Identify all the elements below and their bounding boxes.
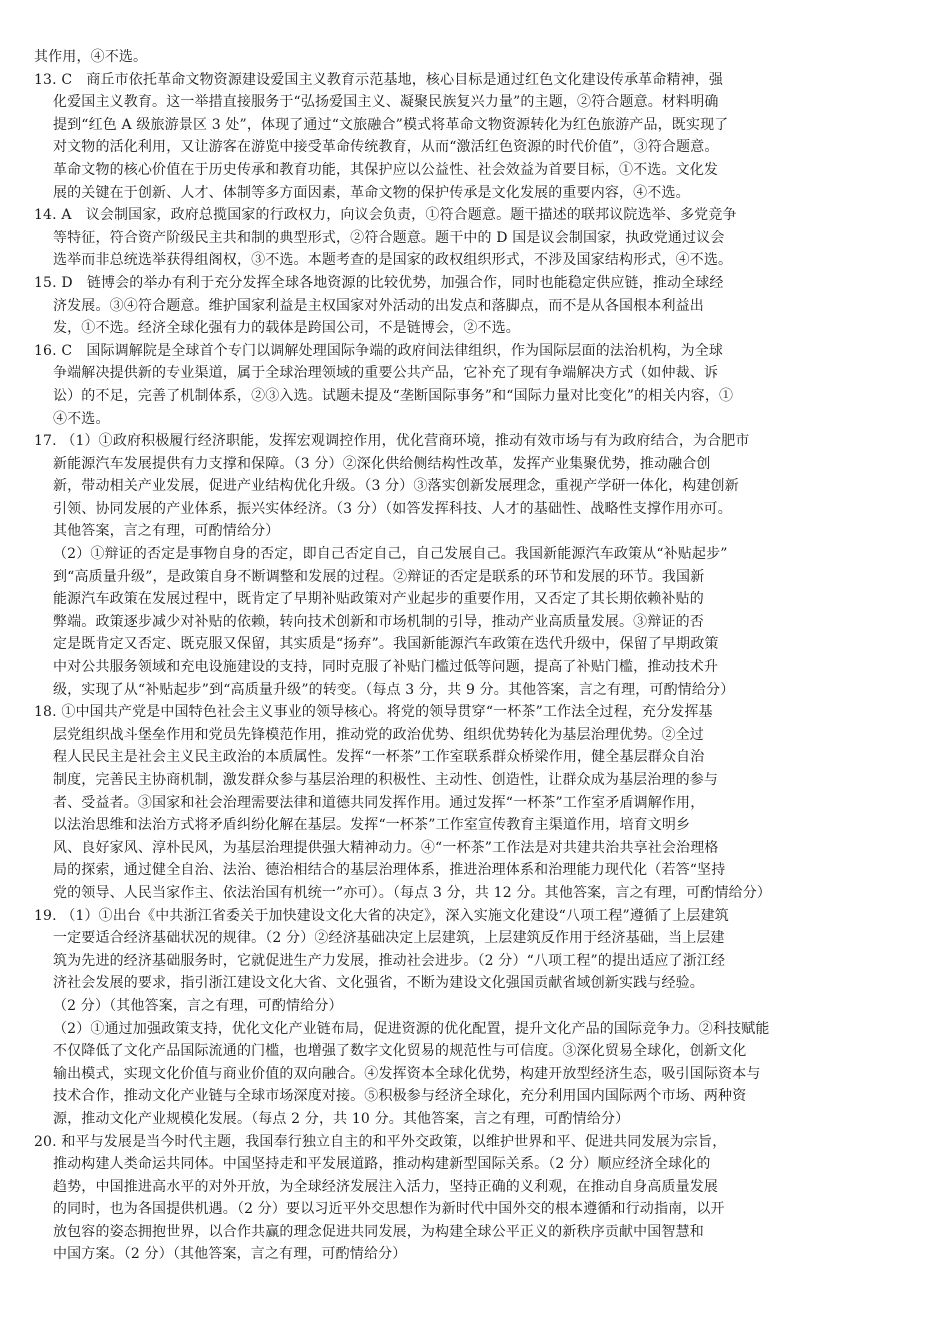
answer-15	[34, 272, 918, 340]
text-line: 的同时，也为各国提供机遇。（2 分）要以习近平外交思想作为新时代中国外交的根本遵循和行动指南，以开	[53, 1201, 725, 1218]
text-line: 者、受益者。③国家和社会治理需要法律和道德共同发挥作用。通过发挥“一杯茶”工作室矛盾调解作用，	[53, 794, 705, 811]
text-line: 不仅降低了文化产品国际流通的门槛，也增强了数字文化贸易的规范性与可信度。③深化贸易全球化，创新文化	[53, 1043, 747, 1060]
text-line: 局的探索，通过健全自治、法治、德治相结合的基层治理体系，推进治理体系和治理能力现代化（若答“坚持	[53, 862, 726, 879]
text-line: 济发展。③④符合题意。维护国家利益是主权国家对外活动的出发点和落脚点，而不是从各国根本利益出	[53, 297, 704, 314]
text-line: 中国方案。（2 分）（其他答案，言之有理，可酌情给分）	[53, 1246, 407, 1263]
text-line: 弊端。政策逐步减少对补贴的依赖，转向技术创新和市场机制的引导，推动产业高质量发展。③辩证的否	[53, 613, 704, 630]
text-line: 制度，完善民主协商机制，激发群众参与基层治理的积极性、主动性、创造性，让群众成为基层治理的参与	[53, 772, 719, 788]
answer-18	[34, 701, 918, 904]
answer-13	[34, 69, 918, 205]
question-20-heading-line: 20. 和平与发展是当今时代主题，我国奉行独立自主的和平外交政策，以维护世界和平、促进共同发展为宗旨，	[34, 1133, 727, 1150]
text-line: 革命文物的核心价值在于历史传承和教育功能，其保护应以公益性、社会效益为首要目标，①不选。文化发	[53, 161, 719, 178]
answer-12-tail	[34, 46, 918, 69]
answer-16	[34, 340, 918, 430]
answer-20	[34, 1131, 918, 1267]
text-line: 输出模式，实现文化价值与商业价值的双向融合。④发挥资本全球化优势，构建开放型经济生态，吸引国际资本与	[53, 1065, 761, 1082]
text-line: 发，①不选。经济全球化强有力的载体是跨国公司，不是链博会，②不选。	[53, 320, 520, 337]
question-17-part2-line: （2）①辩证的否定是事物自身的否定，即自己否定自己，自己发展自己。我国新能源汽车政策从“补贴起步”	[53, 546, 728, 563]
text-line: 提到“红色 A 级旅游景区 3 处”，体现了通过“文旅融合”模式将革命文物资源转化为红色旅游产品，既实现了	[53, 116, 729, 133]
answer-key-page	[34, 46, 918, 1266]
text-line: 以法治思维和法治方式将矛盾纠纷化解在基层。发挥“一杯茶”工作室宣传教育主渠道作用，培育文明乡	[53, 817, 691, 834]
question-19-part2-line: （2）①通过加强政策支持，优化文化产业链布局，促进资源的优化配置，提升文化产品的国际竞争力。②科技赋能	[53, 1020, 770, 1037]
text-line: 新，带动相关产业发展，促进产业结构优化升级。（3 分）③落实创新发展理念，重视产学研一体化，构建创新	[53, 478, 739, 495]
text-line: 筑为先进的经济基础服务时，它就促进生产力发展，推动社会进步。（2 分）“八项工程”的提出适应了浙江经	[53, 952, 726, 969]
text-line: 其他答案，言之有理，可酌情给分）	[53, 523, 280, 540]
question-19-heading-line: 19. （1）①出台《中共浙江省委关于加快建设文化大省的决定》，深入实施文化建设“八项工程”遵循了上层建筑	[34, 907, 729, 924]
text-line: 级，实现了从“补贴起步”到“高质量升级”的转变。（每点 3 分，共 9 分。其他答案，言之有理，可酌情给分）	[53, 681, 735, 698]
text-line: 讼）的不足，完善了机制体系，②③入选。试题未提及“垄断国际事务”和“国际力量对比变化”的相关内容，①	[53, 387, 734, 404]
text-line: 能源汽车政策在发展过程中，既肯定了早期补贴政策对产业起步的重要作用，又否定了其长期依赖补贴的	[53, 591, 704, 608]
text-line: 化爱国主义教育。这一举措直接服务于“弘扬爱国主义、凝聚民族复兴力量”的主题，②符合题意。材料明确	[53, 94, 719, 111]
text-line: 程人民民主是社会主义民主政治的本质属性。发挥“一杯茶”工作室联系群众桥梁作用，健全基层群众自治	[53, 749, 705, 766]
answer-19	[34, 905, 918, 1131]
text-line: 党的领导、人民当家作主、依法治国有机统一”亦可）。（每点 3 分，共 12 分。其他答案，言之有理，可酌情给分）	[53, 884, 772, 901]
question-13-heading-line: 13. C 商丘市依托革命文物资源建设爱国主义教育示范基地，核心目标是通过红色文化建设传承革命精神，强	[34, 71, 724, 88]
answer-17	[34, 430, 918, 701]
text-line: 展的关键在于创新、人才、体制等多方面因素，革命文物的保护传承是文化发展的重要内容，④不选。	[53, 184, 690, 201]
text-line: 中对公共服务领域和充电设施建设的支持，同时克服了补贴门槛过低等问题，提高了补贴门槛，推动技术升	[53, 659, 719, 676]
text-line: 等特征，符合资产阶级民主共和制的典型形式，②符合题意。题干中的 D 国是议会制国家，执政党通过议会	[53, 229, 725, 246]
text-line: 层党组织战斗堡垒作用和党员先锋模范作用，推动党的政治优势、组织优势转化为基层治理优势。②全过	[53, 726, 704, 743]
text-line: 到“高质量升级”，是政策自身不断调整和发展的过程。②辩证的否定是联系的环节和发展的环节。我国新	[53, 568, 705, 585]
question-18-heading-line: 18. ①中国共产党是中国特色社会主义事业的领导核心。将党的领导贯穿“一杯茶”工作法全过程，充分发挥基	[34, 704, 713, 721]
text-line: 争端解决提供新的专业渠道，属于全球治理领域的重要公共产品，它补充了现有争端解决方式（如仲裁、诉	[53, 365, 719, 382]
text-line: 定是既肯定又否定、既克服又保留，其实质是“扬弃”。我国新能源汽车政策在迭代升级中，保留了早期政策	[53, 636, 719, 653]
text-line: 推动构建人类命运共同体。中国坚持走和平发展道路，推动构建新型国际关系。（2 分）顺应经济全球化的	[53, 1156, 711, 1173]
text-line: 源，推动文化产业规模化发展。（每点 2 分，共 10 分。其他答案，言之有理，可酌情给分）	[53, 1110, 630, 1127]
text-line: 济社会发展的要求，指引浙江建设文化大省、文化强省，不断为建设文化强国贡献省域创新实践与经验。	[53, 975, 704, 992]
text-line: 一定要适合经济基础状况的规律。（2 分）②经济基础决定上层建筑，上层建筑反作用于经济基础，当上层建	[53, 930, 725, 947]
text-line: 风、良好家风、淳朴民风，为基层治理提供强大精神动力。④“一杯茶”工作法是对共建共治共享社会治理格	[53, 839, 719, 856]
text-line: 技术合作，推动文化产业链与全球市场深度对接。⑤积极参与经济全球化，充分利用国内国际两个市场、两种资	[53, 1088, 747, 1105]
question-15-heading-line: 15. D 链博会的举办有利于充分发挥全球各地资源的比较优势，加强合作，同时也能稳定供应链，推动全球经	[34, 274, 724, 291]
text-line: 其作用，④不选。	[34, 49, 148, 65]
text-line: ④不选。	[53, 410, 110, 427]
question-16-heading-line: 16. C 国际调解院是全球首个专门以调解处理国际争端的政府间法律组织，作为国际层面的法治机构，为全球	[34, 342, 724, 359]
question-17-heading-line: 17. （1）①政府积极履行经济职能，发挥宏观调控作用，优化营商环境，推动有效市场与有为政府结合，为合肥市	[34, 433, 750, 450]
text-line: 新能源汽车发展提供有力支撑和保障。（3 分）②深化供给侧结构性改革，发挥产业集聚优势，推动融合创	[53, 455, 711, 472]
text-line: 选举而非总统选举获得组阁权，③不选。本题考查的是国家的政权组织形式，不涉及国家结构形式，④不选。	[53, 252, 733, 269]
text-line: 引领、协同发展的产业体系，振兴实体经济。（3 分）（如答发挥科技、人才的基础性、战略性支撑作用亦可。	[53, 500, 732, 517]
text-line: 趋势，中国推进高水平的对外开放，为全球经济发展注入活力，坚持正确的义利观，在推动自身高质量发展	[53, 1178, 719, 1195]
text-line: 放包容的姿态拥抱世界，以合作共赢的理念促进共同发展，为构建全球公平正义的新秩序贡献中国智慧和	[53, 1223, 704, 1240]
text-line: 对文物的活化利用，又让游客在游览中接受革命传统教育，从而“激活红色资源的时代价值”，③符合题意。	[53, 139, 719, 156]
question-14-heading-line: 14. A 议会制国家，政府总揽国家的行政权力，向议会负责，①符合题意。题干描述的联邦议院选举、多党竞争	[34, 207, 737, 224]
text-line: （2 分）（其他答案，言之有理，可酌情给分）	[53, 997, 343, 1014]
answer-14	[34, 204, 918, 272]
